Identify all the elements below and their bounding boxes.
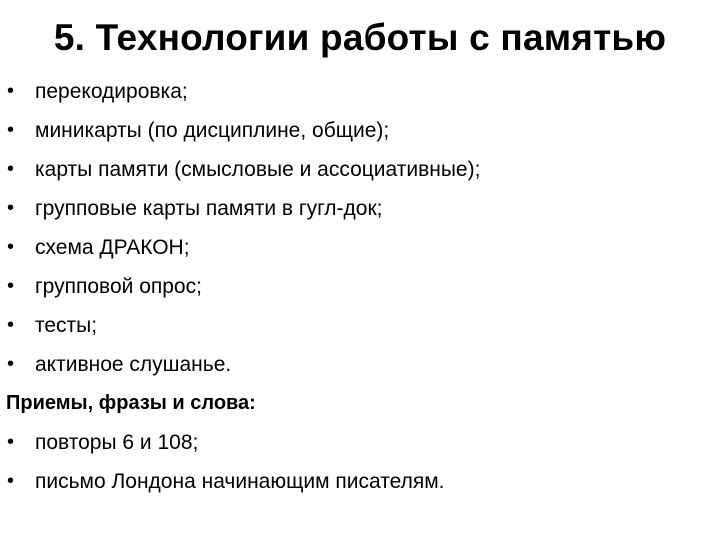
list-item — [6, 423, 712, 462]
list-item — [6, 111, 712, 150]
list-item-text: активное слушанье. — [35, 352, 232, 376]
bullet-icon: • — [7, 314, 15, 336]
list-item-text: письмо Лондона начинающим писателям. — [35, 469, 445, 493]
bullet-icon: • — [7, 236, 15, 258]
list-item-text: групповой опрос; — [35, 274, 202, 298]
list-item — [6, 306, 712, 345]
bullet-icon: • — [7, 470, 15, 492]
section-heading: Приемы, фразы и слова: — [6, 392, 256, 414]
list-item-text: повторы 6 и 108; — [35, 430, 199, 454]
bullet-icon: • — [7, 197, 15, 219]
bullet-icon: • — [7, 158, 15, 180]
slide-content — [6, 72, 712, 501]
list-item — [6, 462, 712, 501]
list-item-text: групповые карты памяти в гугл-док; — [35, 196, 383, 220]
slide-title: 5. Технологии работы с памятью — [53, 17, 667, 58]
list-item — [6, 345, 712, 384]
list-item-text: миникарты (по дисциплине, общие); — [35, 118, 390, 142]
list-item — [6, 267, 712, 306]
list-item — [6, 150, 712, 189]
bullet-icon: • — [7, 80, 15, 102]
list-item-text: тесты; — [35, 313, 98, 337]
list-item-text: схема ДРАКОН; — [35, 235, 190, 259]
list-item — [6, 72, 712, 111]
bullet-icon: • — [7, 431, 15, 453]
section-heading-row — [6, 384, 712, 423]
list-item-text: карты памяти (смысловые и ассоциативные); — [35, 157, 481, 181]
list-item — [6, 228, 712, 267]
list-item-text: перекодировка; — [35, 79, 188, 103]
bullet-icon: • — [7, 353, 15, 375]
bullet-icon: • — [7, 275, 15, 297]
bullet-icon: • — [7, 119, 15, 141]
list-item — [6, 189, 712, 228]
